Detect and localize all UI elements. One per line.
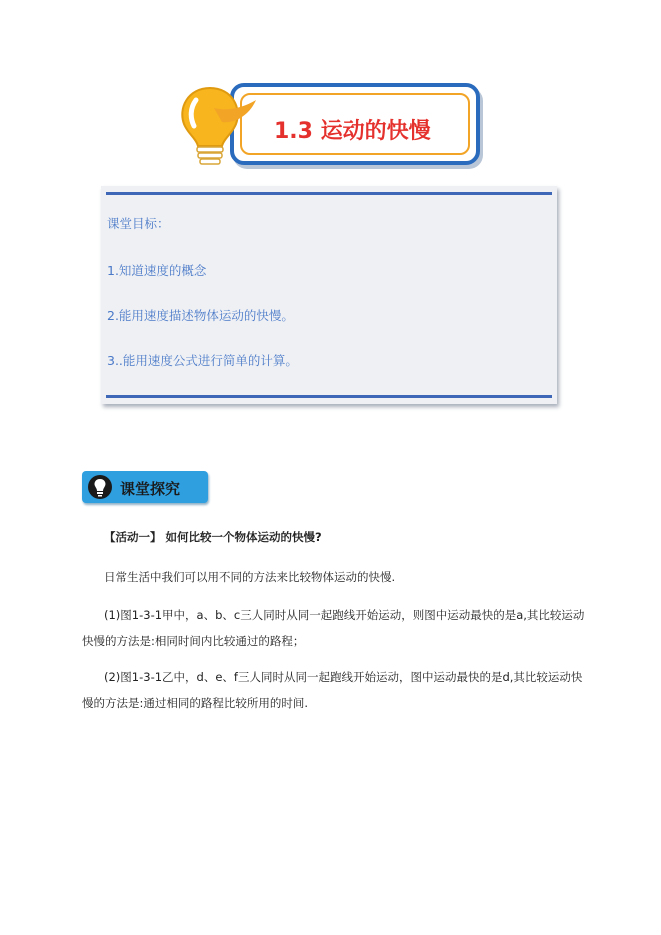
paragraph-2-line-1: (2)图1-3-1乙中，d、e、f三人同时从同一起跑线开始运动，图中运动最快的是d,其比较运动快 (104, 670, 583, 684)
objective-item-1: 1.知道速度的概念 (107, 263, 207, 278)
title-banner (170, 78, 480, 168)
section-tag (82, 471, 208, 503)
objective-item-2: 2.能用速度描述物体运动的快慢。 (107, 308, 294, 323)
lightbulb-icon (87, 474, 113, 500)
lightbulb-icon (170, 78, 262, 168)
section-label: 课堂探究 (120, 480, 181, 498)
objectives-top-bar (106, 192, 552, 195)
paragraph-1-line-2: 快慢的方法是:相同时间内比较通过的路程； (82, 634, 305, 648)
objectives-bottom-bar (106, 395, 552, 398)
page-title: 1.3 运动的快慢 (274, 119, 431, 144)
paragraph-1-line-1: (1)图1-3-1甲中，a、b、c三人同时从同一起跑线开始运动，则图中运动最快的是a,其比较运动 (104, 608, 585, 622)
paragraph-2-line-2: 慢的方法是:通过相同的路程比较所用的时间. (82, 696, 309, 710)
objectives-box (101, 186, 557, 404)
objectives-heading: 课堂目标： (107, 216, 170, 231)
objective-item-3: 3..能用速度公式进行简单的计算。 (107, 353, 298, 368)
activity-intro: 日常生活中我们可以用不同的方法来比较物体运动的快慢. (104, 570, 396, 584)
activity-heading: 【活动一】 如何比较一个物体运动的快慢? (104, 530, 322, 544)
